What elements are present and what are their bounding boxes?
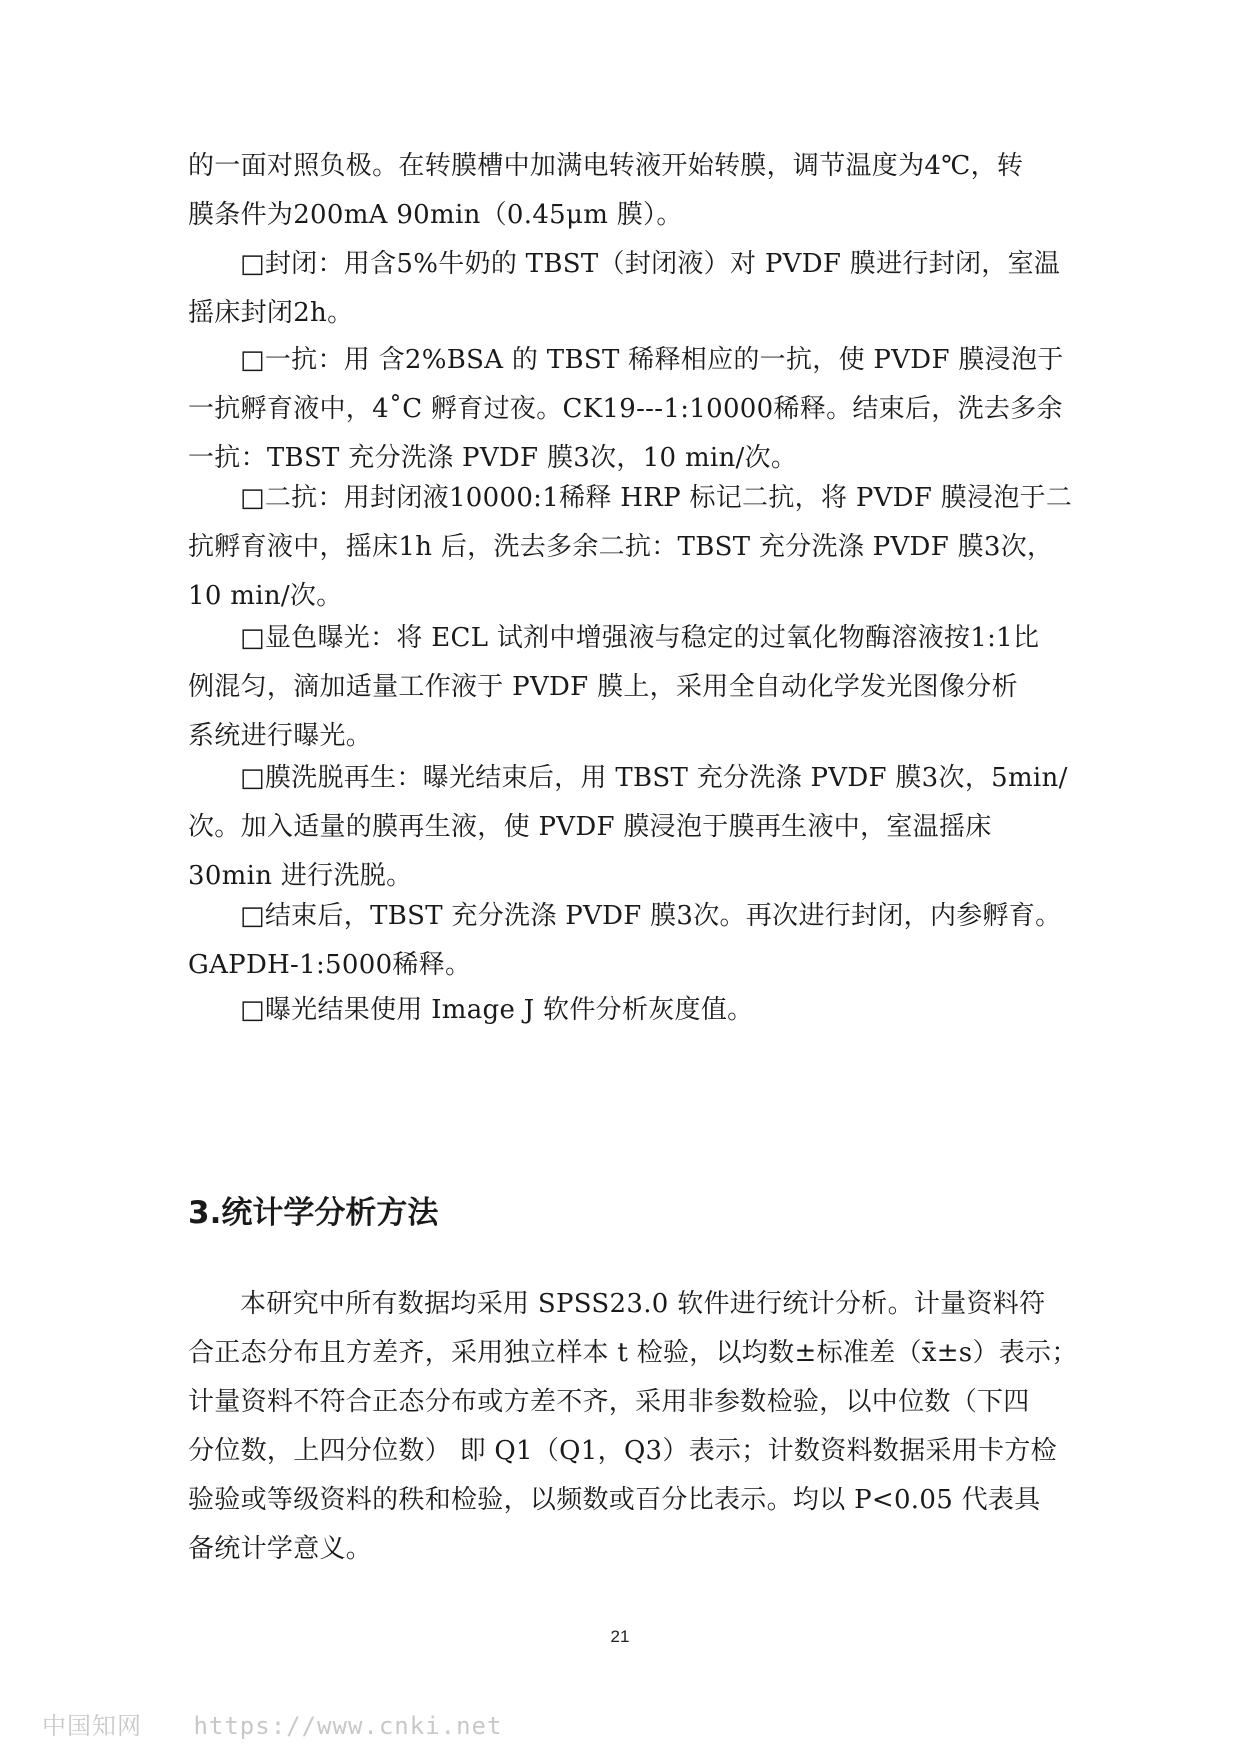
text-line: 摇床封闭2h。	[188, 298, 354, 328]
text-line: 备统计学意义。	[188, 1534, 373, 1564]
paragraph-blocking	[188, 240, 1061, 338]
text-line: 抗孵育液中，摇床1h 后，洗去多余二抗：TBST 充分洗涤 PVDF 膜3次，	[188, 532, 1054, 562]
text-line: □二抗：用封闭液10000:1稀释 HRP 标记二抗，将 PVDF 膜浸泡于二	[240, 483, 1073, 513]
paragraph-statistics	[188, 1280, 1078, 1574]
text-line: GAPDH-1:5000稀释。	[188, 950, 472, 980]
text-line: □曝光结果使用 Image J 软件分析灰度值。	[240, 995, 754, 1025]
section-heading: 3.统计学分析方法	[188, 1195, 439, 1231]
text-line: 本研究中所有数据均采用 SPSS23.0 软件进行统计分析。计量资料符	[240, 1289, 1046, 1319]
text-line: 系统进行曝光。	[188, 721, 373, 751]
text-line: 30min 进行洗脱。	[188, 861, 413, 891]
text-line: 膜条件为200mA 90min（0.45μm 膜）。	[188, 200, 683, 230]
text-line: 一抗孵育液中，4˚C 孵育过夜。CK19---1:10000稀释。结束后，洗去多余	[188, 394, 1063, 424]
text-line: 验验或等级资料的秩和检验，以频数或百分比表示。均以 P<0.05 代表具	[188, 1485, 1041, 1515]
text-line: □封闭：用含5%牛奶的 TBST（封闭液）对 PVDF 膜进行封闭，室温	[240, 249, 1061, 279]
page-number: 21	[610, 1627, 630, 1646]
text-line: 例混匀，滴加适量工作液于 PVDF 膜上，采用全自动化学发光图像分析	[188, 672, 1018, 702]
watermark-url: https://www.cnki.net	[193, 1712, 503, 1740]
text-line: □结束后，TBST 充分洗涤 PVDF 膜3次。再次进行封闭，内参孵育。	[240, 901, 1062, 931]
watermark	[42, 1706, 502, 1741]
paragraph-stripping	[188, 754, 1068, 901]
text-line: □显色曝光：将 ECL 试剂中增强液与稳定的过氧化物酶溶液按1:1比	[240, 623, 1040, 653]
paragraph-secondary-antibody	[188, 474, 1073, 621]
paragraph-imagej	[188, 986, 1058, 1035]
text-line: 计量资料不符合正态分布或方差不齐，采用非参数检验，以中位数（下四	[188, 1387, 1030, 1417]
text-line: 的一面对照负极。在转膜槽中加满电转液开始转膜，调节温度为4℃，转	[188, 151, 1024, 181]
paragraph-exposure	[188, 614, 1058, 761]
text-line: 分位数，上四分位数） 即 Q1（Q1，Q3）表示；计数资料数据采用卡方检	[188, 1436, 1057, 1466]
text-line: 次。加入适量的膜再生液，使 PVDF 膜浸泡于膜再生液中，室温摇床	[188, 812, 992, 842]
text-line: 合正态分布且方差齐，采用独立样本 t 检验，以均数±标准差（x̄±s）表示；	[188, 1338, 1078, 1368]
paragraph-primary-antibody	[188, 336, 1064, 483]
paragraph-transfer	[188, 142, 1058, 240]
watermark-brand: 中国知网	[42, 1712, 142, 1740]
paragraph-reblocking	[188, 892, 1062, 990]
text-line: □膜洗脱再生：曝光结束后，用 TBST 充分洗涤 PVDF 膜3次，5min/	[240, 763, 1068, 793]
text-line: 一抗：TBST 充分洗涤 PVDF 膜3次，10 min/次。	[188, 443, 798, 473]
text-line: 10 min/次。	[188, 581, 343, 611]
text-line: □一抗：用 含2%BSA 的 TBST 稀释相应的一抗，使 PVDF 膜浸泡于	[240, 345, 1064, 375]
